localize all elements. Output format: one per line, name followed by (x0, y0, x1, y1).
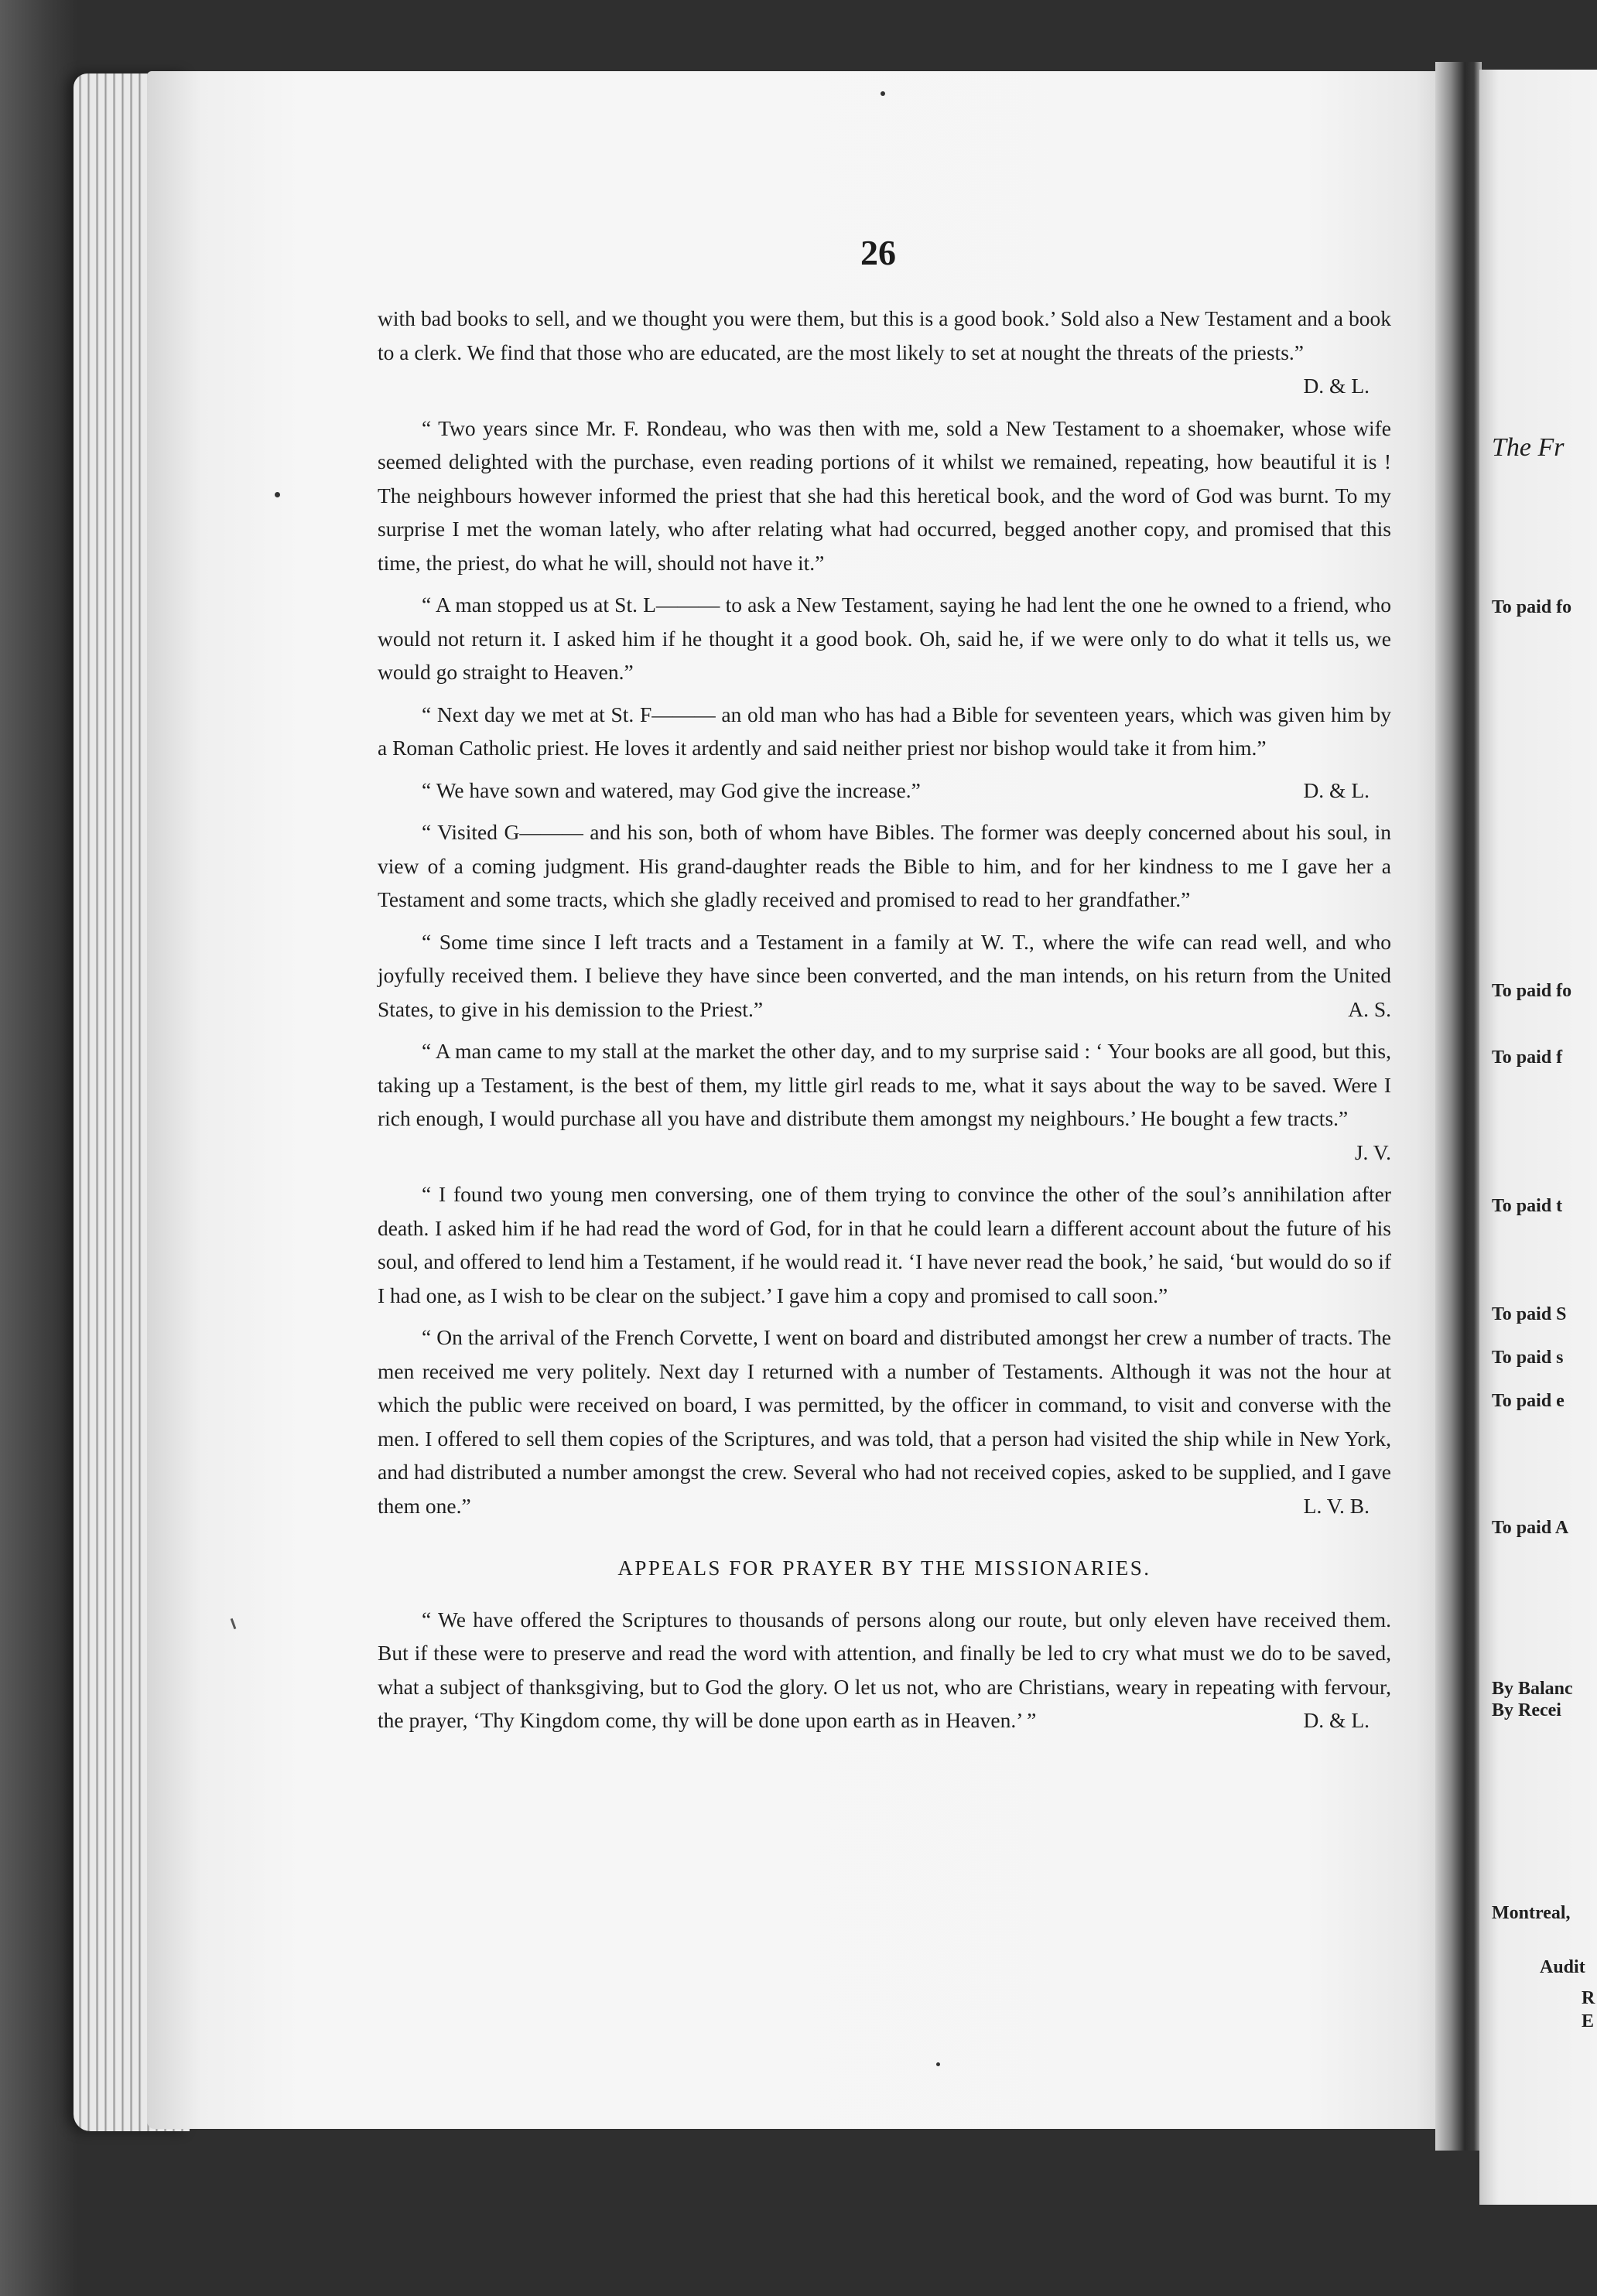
scan-speck (275, 492, 280, 497)
facing-page (1479, 70, 1597, 2205)
signature: D. & L. (1303, 1708, 1370, 1732)
paragraph (378, 925, 1391, 1027)
scan-speck (936, 2062, 940, 2066)
page-number: 26 (860, 233, 896, 272)
signature: L. V. B. (1303, 1493, 1370, 1518)
paragraph-text: “ A man came to my stall at the market the other day, and to my surprise said : ‘ Your books are all good, but this, taking up a Testament, is the best of them, my little girl reads to me, what it says about the way to be saved. Were I rich enough, I would purchase all you have and distribute them amongst my neighbours.’ He bought a few tracts.” (378, 1039, 1391, 1130)
paragraph (378, 698, 1391, 765)
paragraph-text: “ Some time since I left tracts and a Testament in a family at W. T., where the wife can read well, and who joyfully received them. I believe they have since been converted, and the man intends, on his return from the United States, to give in his demission to the Priest.” (378, 929, 1391, 1021)
paragraph (378, 1177, 1391, 1312)
section-heading: APPEALS FOR PRAYER BY THE MISSIONARIES. (617, 1556, 1151, 1580)
facing-page-line: To paid fo (1492, 981, 1572, 1001)
paragraph (378, 1321, 1391, 1522)
signature: J. V. (1354, 1139, 1391, 1164)
book-gutter (1435, 62, 1482, 2151)
paragraph (378, 774, 1391, 808)
paragraph (378, 1034, 1391, 1169)
paragraph (378, 588, 1391, 689)
facing-page-line: To paid fo (1492, 597, 1572, 617)
paragraph-text: “ We have sown and watered, may God give the increase.” (422, 777, 921, 802)
facing-page-line: To paid s (1492, 1348, 1564, 1368)
facing-page-line: To paid t (1492, 1196, 1563, 1216)
facing-page-line: By Recei (1492, 1700, 1561, 1720)
paragraph-text: with bad books to sell, and we thought you were them, but this is a good book.’ Sold also a New Testament and a book to a clerk. We find that those who are educated, are the most likely to set at nought the threats of the priests.” (378, 306, 1391, 364)
facing-page-line: To paid A (1492, 1518, 1569, 1538)
page-body (378, 302, 1391, 1746)
facing-page-line: To paid e (1492, 1391, 1565, 1411)
paragraph-text: “ A man stopped us at St. L——— to ask a New Testament, saying he had lent the one he owned to a friend, who would not return it. I asked him if he thought it a good book. Oh, said he, if we were only to do what it tells us, we would go straight to Heaven.” (378, 593, 1391, 684)
paragraph-text: “ Two years since Mr. F. Rondeau, who was then with me, sold a New Testament to a shoemaker, whose wife seemed delighted with the purchase, even reading portions of it whilst we remained, repeating, how beautiful it is ! The neighbours however informed the priest that she had this heretical book, and the word of God was burnt. To my surprise I met the woman lately, who after relating what had occurred, begged another copy, and promised that this time, the priest, do what he will, should not have it.” (378, 415, 1391, 575)
facing-page-line: To paid f (1492, 1047, 1563, 1068)
signature: D. & L. (1303, 777, 1370, 802)
paragraph-text: “ Visited G——— and his son, both of whom have Bibles. The former was deeply concerned about his soul, in view of a coming judgment. His grand-daughter reads the Bible to him, and for her kindness to me I gave her a Testament and some tracts, which she gladly received and promised to read to her grandfather.” (378, 820, 1391, 911)
paragraph (378, 302, 1391, 403)
facing-page-line: By Balanc (1492, 1679, 1573, 1699)
paragraph-text: “ We have offered the Scriptures to thousands of persons along our route, but only eleven have received them. But if these were to preserve and read the word with attention, and finally be led to cry what must we do to be saved, what a subject of thanksgiving, but to God the glory. O let us not, who are Christians, weary in repeating with fervour, the prayer, ‘Thy Kingdom come, thy will be done upon earth as in Heaven.’ ” (378, 1607, 1391, 1732)
facing-page-line: Montreal, (1492, 1903, 1571, 1923)
paragraph (378, 412, 1391, 580)
scan-speck (881, 91, 885, 96)
paragraph-text: “ Next day we met at St. F——— an old man who has had a Bible for seventeen years, which was given him by a Roman Catholic priest. He loves it ardently and said neither priest nor bishop would take it from him.” (378, 702, 1391, 760)
facing-page-line: R (1582, 1988, 1595, 2008)
facing-page-title: The Fr (1492, 433, 1565, 462)
signature: A. S. (1348, 996, 1391, 1021)
closing-paragraph (378, 1603, 1391, 1737)
facing-page-line: Audit (1540, 1957, 1585, 1977)
paragraph-text: “ I found two young men conversing, one of them trying to convince the other of the soul’s annihilation after death. I asked him if he had read the word of God, for in that he could learn a different account about the future of his soul, and offered to lend him a Testament, if he would read it. ‘I have never read the book,’ he said, ‘but would do so if I had one, as I wish to be clear on the subject.’ I gave him a copy and promised to call soon.” (378, 1182, 1391, 1307)
paragraph-text: “ On the arrival of the French Corvette, I went on board and distributed amongst her crew a number of tracts. The men received me very politely. Next day I returned with a number of Testaments. Although it was not the hour at which the public were received on board, I was permitted, by the officer in command, to visit and converse with the men. I offered to sell them copies of the Scriptures, and was told, that a person had visited the ship while in New York, and had distributed a number amongst the crew. Several who had not received copies, asked to be supplied, and I gave them one.” (378, 1325, 1391, 1518)
paragraph (378, 815, 1391, 917)
facing-page-line: E (1582, 2011, 1595, 2031)
facing-page-line: To paid S (1492, 1304, 1567, 1324)
signature: D. & L. (1303, 374, 1370, 398)
